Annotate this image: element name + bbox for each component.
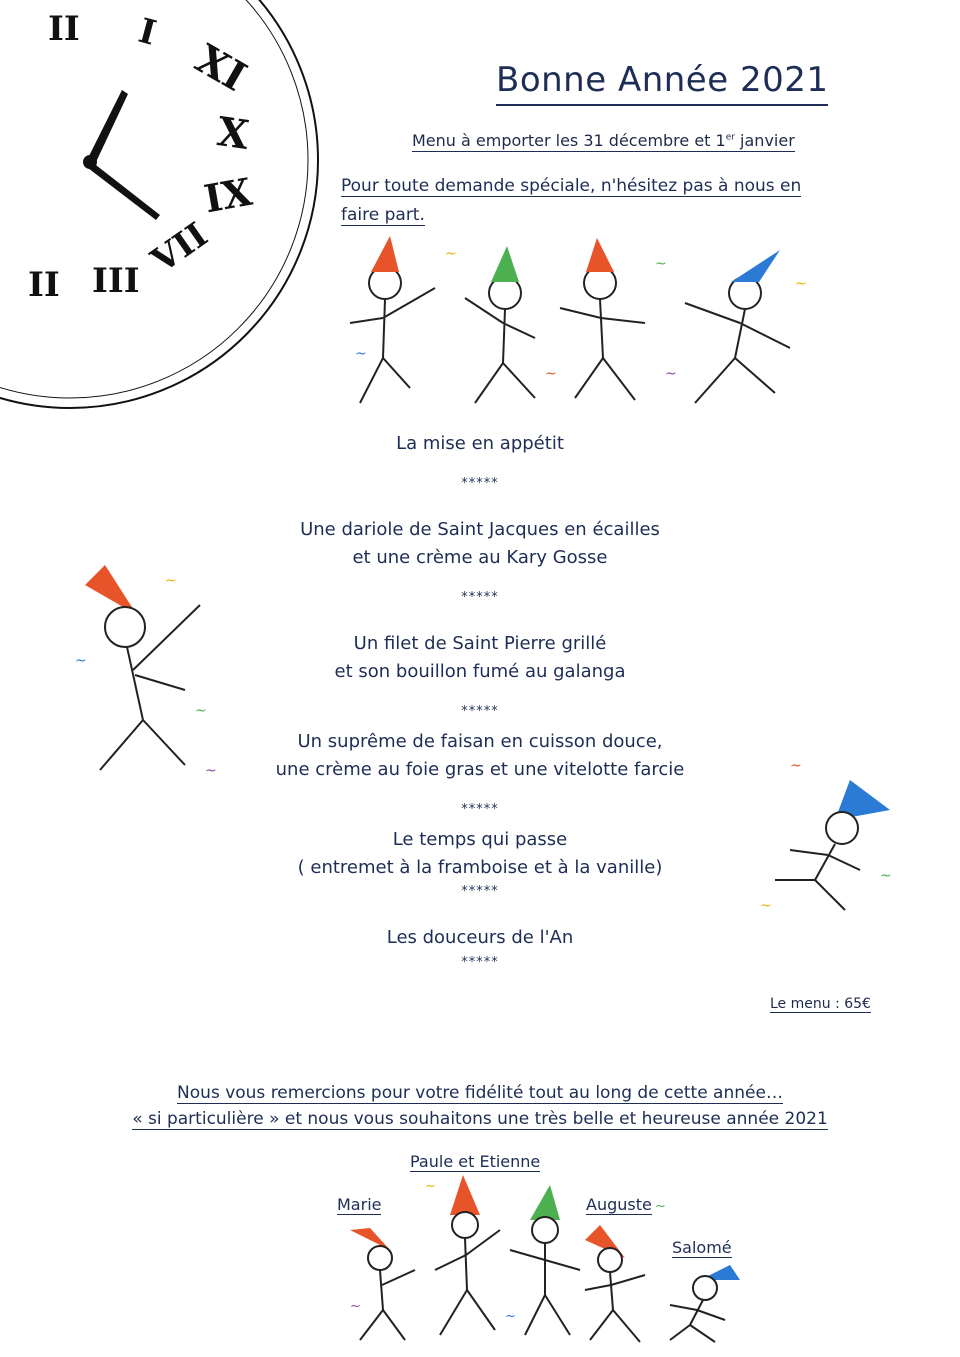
svg-text:~: ~	[165, 573, 177, 589]
svg-text:~: ~	[760, 898, 772, 914]
course-3-line1: Un filet de Saint Pierre grillé	[353, 633, 607, 654]
svg-text:III: III	[92, 261, 140, 301]
page-title: Bonne Année 2021	[496, 60, 828, 106]
course-4-line1: Un suprême de faisan en cuisson douce,	[297, 731, 663, 752]
special-request-note: Pour toute demande spéciale, n'hésitez pas à nous en faire part.	[341, 176, 802, 225]
course-4-line2: une crème au foie gras et une vitelotte farcie	[275, 759, 685, 780]
separator: *****	[461, 590, 499, 605]
thanks-line-2: « si particulière » et nous vous souhaitons une très belle et heureuse année 2021	[132, 1109, 828, 1129]
dancers-top-image	[335, 228, 815, 413]
signature-auguste: Auguste	[586, 1195, 652, 1214]
dancer-left-image	[65, 555, 225, 785]
svg-text:XI: XI	[187, 35, 255, 101]
svg-text:~: ~	[880, 868, 892, 884]
svg-text:~: ~	[505, 1309, 516, 1324]
course-1: La mise en appétit	[396, 433, 564, 454]
signature-paule-etienne: Paule et Etienne	[410, 1152, 541, 1171]
svg-text:~: ~	[355, 346, 367, 362]
thanks-line-1: Nous vous remercions pour votre fidélité tout au long de cette année…	[177, 1083, 783, 1103]
svg-text:II: II	[48, 9, 80, 49]
clock-icon	[0, 0, 330, 330]
svg-text:~: ~	[795, 276, 807, 292]
svg-text:~: ~	[75, 653, 87, 669]
separator: *****	[461, 884, 499, 899]
separator: *****	[461, 802, 499, 817]
course-5-line1: Le temps qui passe	[392, 829, 568, 850]
separator: *****	[461, 955, 499, 970]
course-2-line2: et une crème au Kary Gosse	[352, 547, 608, 568]
dancer-right-image	[750, 740, 900, 920]
svg-text:II: II	[28, 265, 60, 305]
svg-text:IX: IX	[200, 168, 256, 222]
course-3-line2: et son bouillon fumé au galanga	[334, 661, 626, 682]
menu-price: Le menu : 65€	[770, 996, 871, 1012]
course-2-line1: Une dariole de Saint Jacques en écailles	[300, 519, 660, 540]
svg-text:I: I	[134, 10, 161, 54]
svg-text:~: ~	[545, 366, 557, 382]
svg-text:~: ~	[655, 1199, 666, 1214]
menu-subtitle: Menu à emporter les 31 décembre et 1er janvier	[412, 131, 795, 150]
signature-marie: Marie	[337, 1195, 382, 1214]
signature-salome: Salomé	[672, 1238, 732, 1257]
svg-text:~: ~	[790, 758, 802, 774]
separator: *****	[461, 476, 499, 491]
course-6: Les douceurs de l'An	[386, 927, 574, 948]
dancers-bottom-image	[345, 1170, 745, 1350]
svg-text:X: X	[214, 108, 252, 159]
svg-text:~: ~	[665, 366, 677, 382]
svg-text:~: ~	[655, 256, 667, 272]
course-5-line2: ( entremet à la framboise et à la vanille)	[297, 857, 663, 878]
separator: *****	[461, 704, 499, 719]
svg-text:~: ~	[195, 703, 207, 719]
svg-text:~: ~	[350, 1299, 361, 1314]
svg-text:~: ~	[445, 246, 457, 262]
svg-text:~: ~	[205, 763, 217, 779]
svg-text:~: ~	[425, 1179, 436, 1194]
svg-text:VII: VII	[144, 214, 216, 282]
